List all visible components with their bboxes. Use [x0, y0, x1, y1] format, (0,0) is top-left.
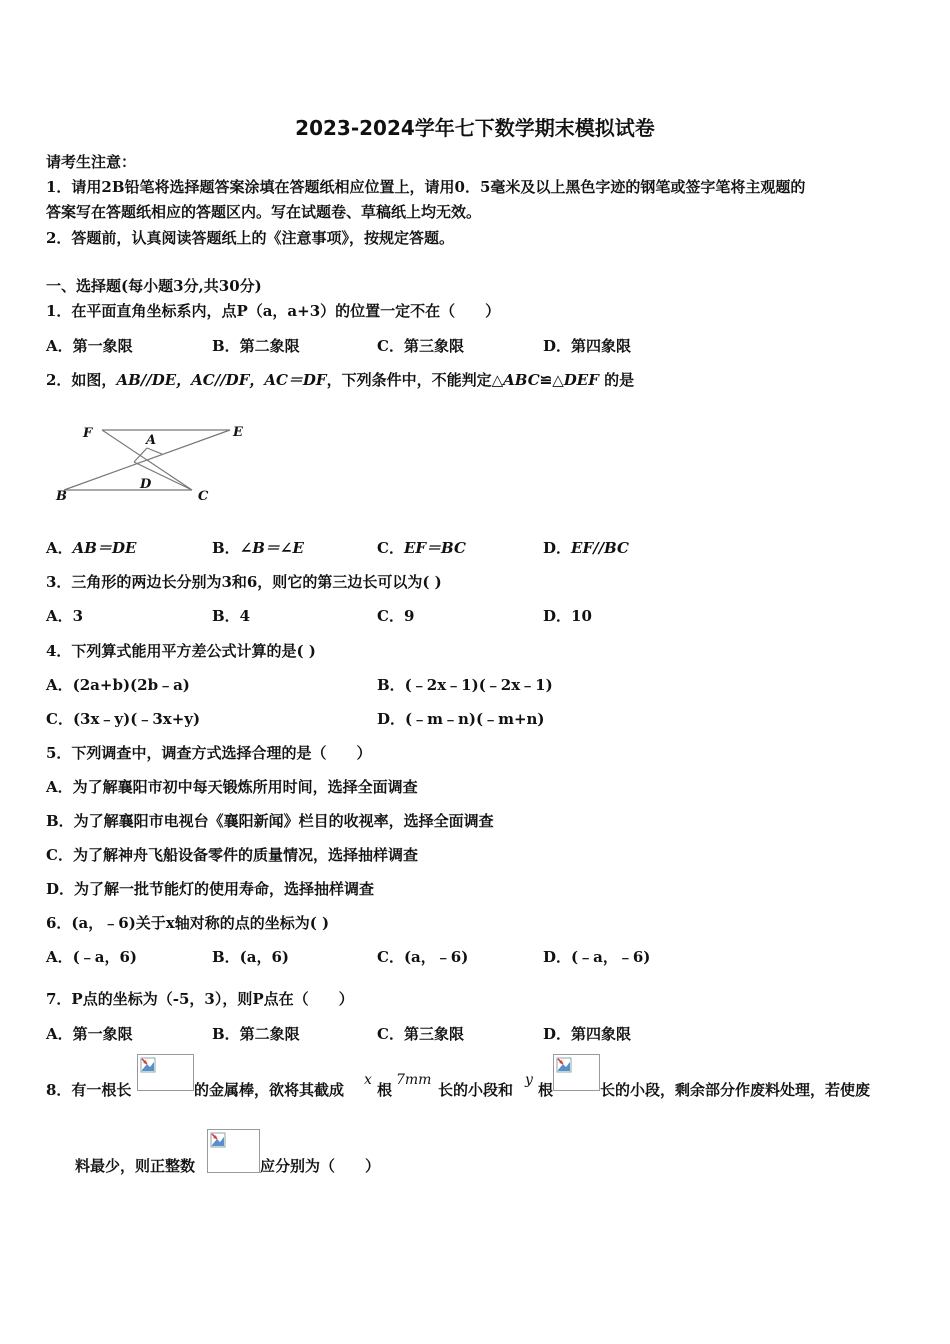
q8-text-6: 长的小段，剩余部分作废料处理，若使废	[600, 1081, 871, 1099]
q5-option-a: A．为了解襄阳市初中每天锻炼所用时间，选择全面调查	[46, 778, 418, 796]
q8-text-8: 应分别为（ ）	[260, 1157, 381, 1175]
broken-image-icon	[556, 1057, 572, 1073]
q1-option-c: C．第三象限	[377, 337, 464, 355]
q6-option-a: A．(﹣a，6)	[46, 948, 137, 966]
q6-option-c: C．(a，﹣6)	[377, 948, 469, 966]
q6-stem: 6．(a，﹣6)关于x轴对称的点的坐标为( )	[46, 914, 330, 932]
q7-option-a: A．第一象限	[46, 1025, 133, 1043]
q2-stem: 2．如图，AB//DE，AC//DF，AC＝DF，下列条件中，不能判定△ABC≌△DEF 的是	[46, 371, 635, 389]
notice-line-1b: 答案写在答题纸相应的答题区内。写在试题卷、草稿纸上均无效。	[46, 203, 482, 221]
q1-option-b: B．第二象限	[212, 337, 300, 355]
q3-option-d: D．10	[543, 607, 592, 625]
q5-option-b: B．为了解襄阳市电视台《襄阳新闻》栏目的收视率，选择全面调查	[46, 812, 494, 830]
q4-option-d: D．(﹣m﹣n)(﹣m+n)	[377, 710, 545, 728]
section-heading: 一、选择题(每小题3分,共30分)	[46, 277, 262, 295]
q3-option-a: A．3	[46, 607, 84, 625]
q4-option-c: C．(3x﹣y)(﹣3x+y)	[46, 710, 201, 728]
q2-option-b: B．∠B＝∠E	[212, 539, 304, 557]
label-A: A	[146, 433, 157, 448]
q3-option-c: C．9	[377, 607, 415, 625]
q6-option-d: D．(﹣a，﹣6)	[543, 948, 651, 966]
broken-image-1	[137, 1054, 194, 1091]
q2-option-c: C．EF＝BC	[377, 539, 466, 557]
segment-AD-left	[134, 448, 147, 462]
broken-image-2	[553, 1054, 600, 1091]
label-D: D	[140, 477, 152, 492]
q4-stem: 4．下列算式能用平方差公式计算的是( )	[46, 642, 316, 660]
q6-option-b: B．(a，6)	[212, 948, 290, 966]
q4-option-b: B．(﹣2x﹣1)(﹣2x﹣1)	[377, 676, 553, 694]
q2-option-a: A．AB＝DE	[46, 539, 137, 557]
label-F: F	[83, 426, 93, 441]
q2-option-d: D．EF//BC	[543, 539, 629, 557]
notice-line-2: 2．答题前，认真阅读答题纸上的《注意事项》，按规定答题。	[46, 229, 454, 247]
q3-stem: 3．三角形的两边长分别为3和6，则它的第三边长可以为( )	[46, 573, 442, 591]
q5-option-c: C．为了解神舟飞船设备零件的质量情况，选择抽样调查	[46, 846, 418, 864]
notice-line-1a: 1．请用2B铅笔将选择题答案涂填在答题纸相应位置上，请用0．5毫米及以上黑色字迹的钢笔或签字笔将主观题的	[46, 178, 806, 196]
q7-option-d: D．第四象限	[543, 1025, 632, 1043]
q7-option-c: C．第三象限	[377, 1025, 464, 1043]
q8-text-5: 根	[538, 1081, 554, 1099]
q8-text-1: 8．有一根长	[46, 1081, 132, 1099]
broken-image-3	[207, 1129, 260, 1173]
q5-option-d: D．为了解一批节能灯的使用寿命，选择抽样调查	[46, 880, 375, 898]
q2-figure	[50, 418, 260, 510]
label-E: E	[233, 425, 243, 440]
q8-length-7mm: 7mm	[396, 1072, 432, 1088]
q4-option-a: A．(2a+b)(2b﹣a)	[46, 676, 190, 694]
broken-image-icon	[140, 1057, 156, 1073]
q8-text-4: 长的小段和	[438, 1081, 514, 1099]
label-C: C	[198, 489, 209, 504]
q8-var-y: y	[525, 1072, 533, 1088]
segment-AD-right	[147, 448, 162, 454]
q7-stem: 7．P点的坐标为（-5，3），则P点在（ ）	[46, 990, 354, 1008]
q3-option-b: B．4	[212, 607, 251, 625]
q8-text-2: 的金属棒，欲将其截成	[194, 1081, 345, 1099]
q8-text-3: 根	[377, 1081, 393, 1099]
broken-image-icon	[210, 1132, 226, 1148]
q8-var-x: x	[364, 1072, 372, 1088]
q5-stem: 5．下列调查中，调查方式选择合理的是（ ）	[46, 744, 372, 762]
page-title: 2023-2024学年七下数学期末模拟试卷	[295, 116, 655, 140]
q1-stem: 1．在平面直角坐标系内，点P（a，a+3）的位置一定不在（ ）	[46, 302, 501, 320]
q1-option-d: D．第四象限	[543, 337, 632, 355]
q8-text-7: 料最少，则正整数	[75, 1157, 196, 1175]
q7-option-b: B．第二象限	[212, 1025, 300, 1043]
notice-heading: 请考生注意：	[46, 153, 137, 171]
label-B: B	[56, 489, 67, 504]
q1-option-a: A．第一象限	[46, 337, 133, 355]
